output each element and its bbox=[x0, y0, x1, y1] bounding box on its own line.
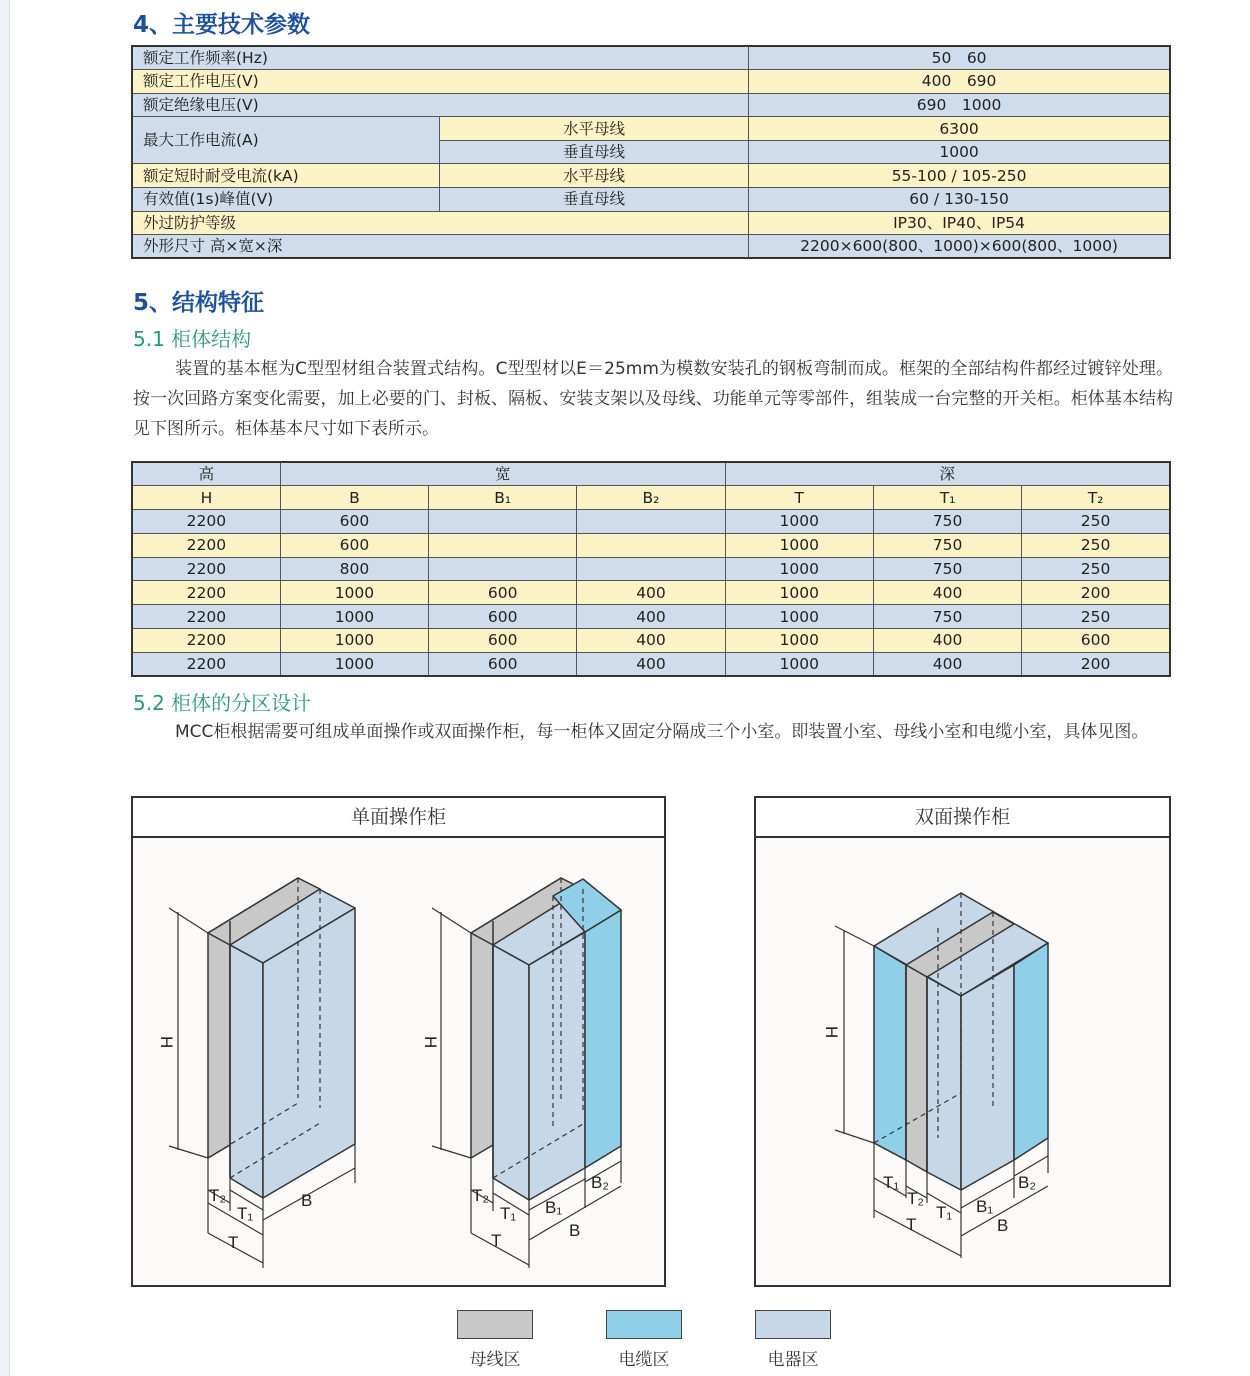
table-cell: 200 bbox=[1022, 581, 1170, 605]
table-cell: 400 bbox=[873, 652, 1021, 676]
single-sided-cabinet-drawing bbox=[133, 838, 664, 1285]
dim-label-t: T bbox=[491, 1231, 502, 1250]
table-row bbox=[132, 93, 1170, 117]
param-sublabel: 垂直母线 bbox=[439, 140, 748, 164]
table-row bbox=[132, 117, 1170, 141]
param-sublabel: 水平母线 bbox=[439, 164, 748, 188]
table-cell: 400 bbox=[577, 605, 725, 629]
table-cell: 2200 bbox=[132, 581, 280, 605]
table-cell bbox=[429, 510, 577, 534]
param-value: 690 1000 bbox=[749, 93, 1170, 117]
dim-label-t: T bbox=[906, 1215, 917, 1234]
table-cell: 600 bbox=[429, 605, 577, 629]
table-cell: 1000 bbox=[280, 581, 428, 605]
dim-label-t1: T₁ bbox=[936, 1203, 953, 1222]
dim-label-b: B bbox=[997, 1216, 1009, 1235]
dim-label-b2: B₂ bbox=[591, 1173, 609, 1192]
page-left-rule bbox=[0, 0, 10, 1376]
param-value: 60 / 130-150 bbox=[749, 188, 1170, 212]
dim-label-t1: T₁ bbox=[500, 1204, 517, 1223]
table-cell: 1000 bbox=[725, 510, 873, 534]
table-cell: 1000 bbox=[280, 652, 428, 676]
table-column-header-row bbox=[132, 486, 1170, 510]
legend-item-busbar bbox=[435, 1310, 555, 1370]
dim-label-b: B bbox=[569, 1221, 581, 1240]
param-value: 1000 bbox=[749, 140, 1170, 164]
table-cell: 800 bbox=[280, 557, 428, 581]
table-row bbox=[132, 605, 1170, 629]
legend-label: 母线区 bbox=[469, 1350, 521, 1370]
single-sided-cabinet-diagram bbox=[131, 796, 666, 1287]
technical-parameters-table bbox=[131, 45, 1171, 259]
paragraph-compartment-design: MCC柜根据需要可组成单面操作或双面操作柜，每一柜体又固定分隔成三个小室。即装置小室、母线小室和电缆小室，具体见图。 bbox=[175, 722, 1149, 742]
param-value: 55-100 / 105-250 bbox=[749, 164, 1170, 188]
diagram-title: 双面操作柜 bbox=[756, 798, 1169, 838]
table-cell: 600 bbox=[429, 629, 577, 653]
legend-label: 电器区 bbox=[767, 1350, 819, 1370]
param-label: 最大工作电流(A) bbox=[132, 117, 439, 164]
double-sided-cabinet-diagram bbox=[754, 796, 1171, 1287]
table-cell: 1000 bbox=[725, 629, 873, 653]
subsection-5-2-title: 5.2 柜体的分区设计 bbox=[133, 691, 312, 715]
table-cell: 400 bbox=[577, 629, 725, 653]
table-cell: 1000 bbox=[280, 605, 428, 629]
dims-table-body bbox=[132, 510, 1170, 677]
table-row bbox=[132, 510, 1170, 534]
group-header-depth: 深 bbox=[725, 462, 1170, 486]
subsection-5-1-title: 5.1 柜体结构 bbox=[133, 327, 252, 351]
table-cell: 250 bbox=[1022, 533, 1170, 557]
table-cell: 600 bbox=[280, 510, 428, 534]
table-cell: 400 bbox=[577, 652, 725, 676]
dim-label-b1: B₁ bbox=[545, 1198, 563, 1217]
dim-label-t: T bbox=[228, 1233, 239, 1252]
table-row bbox=[132, 46, 1170, 70]
param-value: 50 60 bbox=[749, 46, 1170, 70]
param-label: 外过防护等级 bbox=[132, 211, 749, 235]
dim-label-t2: T₂ bbox=[907, 1189, 924, 1208]
table-cell: 250 bbox=[1022, 510, 1170, 534]
col-header: H bbox=[132, 486, 280, 510]
group-header-height: 高 bbox=[132, 462, 280, 486]
param-sublabel: 垂直母线 bbox=[439, 188, 748, 212]
dim-label-b: B bbox=[301, 1191, 313, 1210]
table-cell: 2200 bbox=[132, 557, 280, 581]
table-group-header-row bbox=[132, 462, 1170, 486]
double-sided-cabinet-drawing bbox=[756, 838, 1169, 1285]
param-sublabel: 水平母线 bbox=[439, 117, 748, 141]
table-row bbox=[132, 211, 1170, 235]
dim-label-h: H bbox=[421, 1036, 440, 1049]
group-header-width: 宽 bbox=[280, 462, 725, 486]
dim-label-t2: T₂ bbox=[209, 1186, 226, 1205]
table-row bbox=[132, 164, 1170, 188]
table-cell bbox=[577, 510, 725, 534]
table-cell: 2200 bbox=[132, 510, 280, 534]
legend-swatch-busbar bbox=[457, 1310, 533, 1339]
section-5-title: 5、结构特征 bbox=[133, 290, 265, 316]
table-cell: 2200 bbox=[132, 652, 280, 676]
table-cell: 400 bbox=[873, 581, 1021, 605]
legend-label: 电缆区 bbox=[618, 1350, 670, 1370]
table-row bbox=[132, 188, 1170, 212]
col-header: B bbox=[280, 486, 428, 510]
col-header: T bbox=[725, 486, 873, 510]
col-header: B₂ bbox=[577, 486, 725, 510]
table-cell bbox=[577, 533, 725, 557]
diagram-title: 单面操作柜 bbox=[133, 798, 664, 838]
param-label: 额定短时耐受电流(kA) bbox=[132, 164, 439, 188]
dim-label-t1: T₁ bbox=[883, 1173, 900, 1192]
legend-item-cable bbox=[584, 1310, 704, 1370]
dim-label-h: H bbox=[822, 1026, 841, 1039]
table-cell: 200 bbox=[1022, 652, 1170, 676]
param-value: 2200×600(800、1000)×600(800、1000) bbox=[749, 235, 1170, 259]
table-cell: 250 bbox=[1022, 605, 1170, 629]
table-cell: 600 bbox=[280, 533, 428, 557]
table-cell: 1000 bbox=[725, 652, 873, 676]
table-cell: 250 bbox=[1022, 557, 1170, 581]
legend-swatch-cable bbox=[606, 1310, 682, 1339]
table-cell: 400 bbox=[577, 581, 725, 605]
table-row bbox=[132, 652, 1170, 676]
table-row bbox=[132, 629, 1170, 653]
table-cell: 1000 bbox=[280, 629, 428, 653]
param-label: 额定工作频率(Hz) bbox=[132, 46, 749, 70]
table-cell bbox=[429, 557, 577, 581]
table-cell: 1000 bbox=[725, 557, 873, 581]
table-cell: 600 bbox=[1022, 629, 1170, 653]
table-row bbox=[132, 235, 1170, 259]
table-cell: 1000 bbox=[725, 533, 873, 557]
table-row bbox=[132, 533, 1170, 557]
dim-label-t2: T₂ bbox=[472, 1186, 489, 1205]
table-cell: 1000 bbox=[725, 581, 873, 605]
table-cell: 2200 bbox=[132, 605, 280, 629]
param-label: 额定绝缘电压(V) bbox=[132, 93, 749, 117]
table-cell bbox=[577, 557, 725, 581]
table-cell: 750 bbox=[873, 605, 1021, 629]
table-row bbox=[132, 557, 1170, 581]
col-header: T₂ bbox=[1022, 486, 1170, 510]
col-header: T₁ bbox=[873, 486, 1021, 510]
param-value: 400 690 bbox=[749, 70, 1170, 94]
table-cell bbox=[429, 533, 577, 557]
table-row bbox=[132, 581, 1170, 605]
param-label: 外形尺寸 高×宽×深 bbox=[132, 235, 749, 259]
table-cell: 600 bbox=[429, 652, 577, 676]
cabinet-dimensions-table bbox=[131, 461, 1171, 677]
dim-label-t1: T₁ bbox=[237, 1204, 254, 1223]
dim-label-h: H bbox=[157, 1036, 176, 1049]
section-4-title: 4、主要技术参数 bbox=[133, 12, 311, 38]
dim-label-b1: B₁ bbox=[976, 1197, 994, 1216]
paragraph-cabinet-structure: 装置的基本框为C型型材组合装置式结构。C型型材以E＝25mm为模数安装孔的钢板弯制而成。框架的全部结构件都经过镀锌处理。按一次回路方案变化需要，加上必要的门、封板、隔板、安装支架以及母线、功能单元等零部件，组装成一台完整的开关柜。柜体基本结构见下图所示。柜体基本尺寸如下表所示。 bbox=[133, 359, 1173, 439]
param-label: 额定工作电压(V) bbox=[132, 70, 749, 94]
legend-swatch-device bbox=[755, 1310, 831, 1339]
table-cell: 750 bbox=[873, 557, 1021, 581]
table-cell: 2200 bbox=[132, 533, 280, 557]
col-header: B₁ bbox=[429, 486, 577, 510]
table-cell: 400 bbox=[873, 629, 1021, 653]
legend-item-device bbox=[733, 1310, 853, 1370]
param-value: IP30、IP40、IP54 bbox=[749, 211, 1170, 235]
param-label: 有效值(1s)峰值(V) bbox=[132, 188, 439, 212]
table-row bbox=[132, 70, 1170, 94]
param-value: 6300 bbox=[749, 117, 1170, 141]
table-cell: 600 bbox=[429, 581, 577, 605]
table-cell: 1000 bbox=[725, 605, 873, 629]
table-cell: 750 bbox=[873, 533, 1021, 557]
table-cell: 750 bbox=[873, 510, 1021, 534]
dim-label-b2: B₂ bbox=[1018, 1173, 1036, 1192]
table-cell: 2200 bbox=[132, 629, 280, 653]
